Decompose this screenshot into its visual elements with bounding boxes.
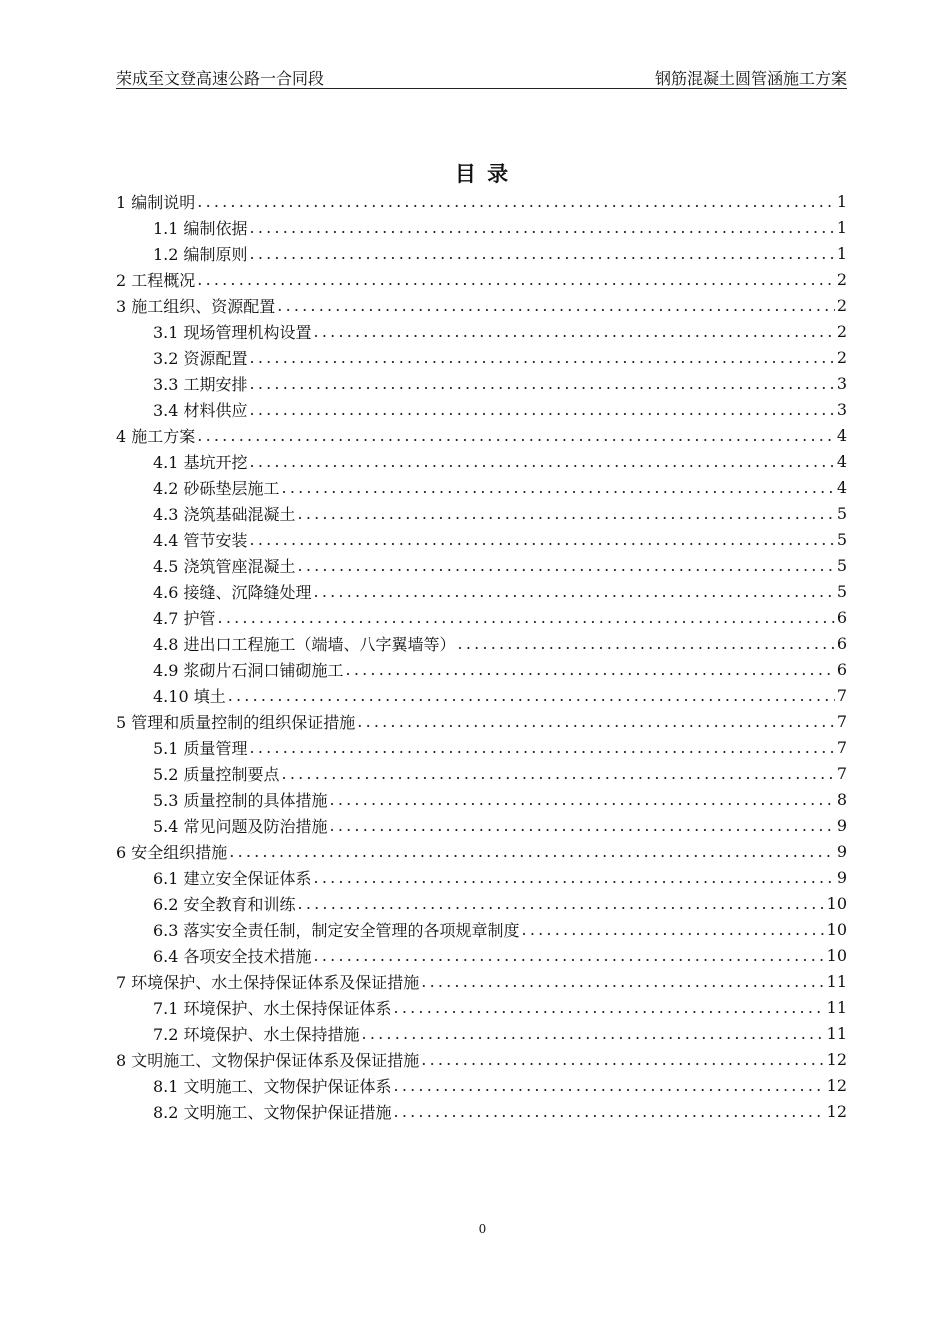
toc-dot-leader [394, 1102, 825, 1121]
toc-entry-page: 5 [836, 503, 847, 523]
toc-entry-label: 4.6 接缝、沉降缝处理 [153, 582, 312, 602]
toc-dot-leader [197, 426, 835, 445]
toc-entry[interactable] [116, 188, 847, 214]
toc-dot-leader [522, 920, 825, 939]
toc-entry-page: 5 [836, 555, 847, 575]
toc-entry[interactable] [116, 682, 847, 708]
toc-dot-leader [346, 660, 835, 679]
toc-entry[interactable] [116, 890, 847, 916]
toc-dot-leader [228, 686, 835, 705]
toc-dot-leader [250, 218, 835, 237]
toc-entry-label: 4.2 砂砾垫层施工 [153, 478, 280, 498]
toc-entry-label: 5.1 质量管理 [153, 738, 248, 758]
toc-entry-label: 6 安全组织措施 [116, 842, 228, 862]
toc-entry[interactable] [116, 1098, 847, 1124]
toc-dot-leader [330, 816, 835, 835]
toc-dot-leader [197, 270, 835, 289]
toc-entry[interactable] [116, 344, 847, 370]
toc-entry[interactable] [116, 916, 847, 942]
toc-entry-label: 6.1 建立安全保证体系 [153, 868, 312, 888]
toc-entry-page: 10 [826, 919, 847, 939]
page-header [116, 62, 847, 89]
toc-entry-page: 1 [836, 191, 847, 211]
toc-entry[interactable] [116, 266, 847, 292]
toc-entry-page: 1 [836, 217, 847, 237]
toc-entry-label: 6.4 各项安全技术措施 [153, 946, 312, 966]
toc-entry[interactable] [116, 552, 847, 578]
toc-entry-page: 6 [836, 659, 847, 679]
toc-dot-leader [250, 244, 835, 263]
toc-entry[interactable] [116, 786, 847, 812]
toc-entry[interactable] [116, 968, 847, 994]
toc-dot-leader [330, 790, 835, 809]
toc-entry-page: 7 [836, 685, 847, 705]
toc-entry-label: 7.1 环境保护、水土保持保证体系 [153, 998, 392, 1018]
toc-dot-leader [357, 712, 835, 731]
toc-entry-page: 6 [836, 607, 847, 627]
toc-entry-page: 3 [836, 373, 847, 393]
toc-entry[interactable] [116, 994, 847, 1020]
header-project-name: 荣成至文登高速公路一合同段 [116, 69, 325, 88]
toc-entry-page: 6 [836, 633, 847, 653]
toc-entry-label: 4 施工方案 [116, 426, 196, 446]
toc-entry[interactable] [116, 838, 847, 864]
toc-entry-label: 3.3 工期安排 [153, 374, 248, 394]
toc-dot-leader [250, 452, 835, 471]
table-of-contents [116, 188, 847, 1124]
toc-dot-leader [421, 1050, 824, 1069]
toc-entry[interactable] [116, 448, 847, 474]
toc-entry[interactable] [116, 292, 847, 318]
toc-entry-page: 9 [836, 815, 847, 835]
toc-dot-leader [229, 842, 835, 861]
toc-title: 目 录 [454, 161, 511, 186]
toc-entry-page: 4 [836, 477, 847, 497]
toc-entry-page: 12 [826, 1101, 847, 1121]
toc-dot-leader [277, 296, 835, 315]
toc-entry[interactable] [116, 422, 847, 448]
toc-entry-page: 8 [836, 789, 847, 809]
toc-entry-page: 12 [826, 1075, 847, 1095]
toc-entry[interactable] [116, 500, 847, 526]
toc-entry-label: 3.1 现场管理机构设置 [153, 322, 312, 342]
toc-entry-page: 2 [836, 321, 847, 341]
toc-dot-leader [298, 556, 835, 575]
toc-dot-leader [394, 998, 825, 1017]
toc-entry-page: 9 [836, 867, 847, 887]
toc-entry-page: 7 [836, 763, 847, 783]
toc-entry-page: 12 [826, 1049, 847, 1069]
toc-entry[interactable] [116, 604, 847, 630]
toc-entry-page: 5 [836, 581, 847, 601]
toc-entry-label: 1 编制说明 [116, 192, 196, 212]
toc-entry-label: 8 文明施工、文物保护保证体系及保证措施 [116, 1050, 420, 1070]
toc-entry-page: 4 [836, 451, 847, 471]
toc-entry[interactable] [116, 656, 847, 682]
toc-entry[interactable] [116, 864, 847, 890]
toc-entry-label: 1.2 编制原则 [153, 244, 248, 264]
toc-entry-label: 8.2 文明施工、文物保护保证措施 [153, 1102, 392, 1122]
toc-entry-label: 6.3 落实安全责任制，制定安全管理的各项规章制度 [153, 920, 520, 940]
toc-dot-leader [250, 738, 835, 757]
toc-entry[interactable] [116, 1020, 847, 1046]
toc-dot-leader [298, 504, 835, 523]
toc-dot-leader [282, 764, 835, 783]
toc-entry-page: 7 [836, 711, 847, 731]
toc-entry-label: 4.10 填土 [153, 686, 226, 706]
toc-dot-leader [314, 946, 825, 965]
toc-entry-label: 3.4 材料供应 [153, 400, 248, 420]
toc-dot-leader [421, 972, 824, 991]
toc-entry-label: 4.7 护管 [153, 608, 216, 628]
toc-dot-leader [282, 478, 835, 497]
toc-entry[interactable] [116, 240, 847, 266]
toc-entry-label: 8.1 文明施工、文物保护保证体系 [153, 1076, 392, 1096]
toc-entry-page: 9 [836, 841, 847, 861]
toc-entry-label: 5.4 常见问题及防治措施 [153, 816, 328, 836]
toc-entry-label: 3.2 资源配置 [153, 348, 248, 368]
toc-entry[interactable] [116, 396, 847, 422]
toc-dot-leader [250, 400, 835, 419]
page-number: 0 [478, 1222, 487, 1236]
toc-entry[interactable] [116, 734, 847, 760]
toc-entry[interactable] [116, 760, 847, 786]
toc-entry-label: 5.3 质量控制的具体措施 [153, 790, 328, 810]
toc-entry[interactable] [116, 370, 847, 396]
toc-entry-page: 4 [836, 425, 847, 445]
toc-entry-label: 4.1 基坑开挖 [153, 452, 248, 472]
toc-entry[interactable] [116, 708, 847, 734]
toc-entry[interactable] [116, 630, 847, 656]
toc-entry-page: 5 [836, 529, 847, 549]
toc-entry[interactable] [116, 812, 847, 838]
toc-entry-page: 3 [836, 399, 847, 419]
toc-entry-page: 1 [836, 243, 847, 263]
toc-entry-page: 7 [836, 737, 847, 757]
toc-entry[interactable] [116, 1046, 847, 1072]
toc-dot-leader [197, 192, 835, 211]
toc-entry[interactable] [116, 214, 847, 240]
toc-entry-label: 4.4 管节安装 [153, 530, 248, 550]
toc-entry-label: 7 环境保护、水土保持保证体系及保证措施 [116, 972, 420, 992]
toc-dot-leader [314, 322, 835, 341]
toc-dot-leader [250, 348, 835, 367]
toc-dot-leader [314, 868, 835, 887]
toc-entry[interactable] [116, 474, 847, 500]
toc-entry-label: 5.2 质量控制要点 [153, 764, 280, 784]
toc-entry-label: 2 工程概况 [116, 270, 196, 290]
toc-entry[interactable] [116, 318, 847, 344]
toc-entry-page: 2 [836, 347, 847, 367]
toc-entry-page: 10 [826, 945, 847, 965]
header-document-title: 钢筋混凝土圆管涵施工方案 [654, 69, 847, 88]
toc-entry-label: 1.1 编制依据 [153, 218, 248, 238]
toc-dot-leader [394, 1076, 825, 1095]
toc-entry-label: 4.9 浆砌片石洞口铺砌施工 [153, 660, 344, 680]
toc-entry-page: 11 [826, 1023, 847, 1043]
toc-entry-page: 10 [826, 893, 847, 913]
toc-entry[interactable] [116, 1072, 847, 1098]
toc-dot-leader [250, 530, 835, 549]
toc-entry-page: 2 [836, 269, 847, 289]
toc-entry[interactable] [116, 526, 847, 552]
toc-entry-page: 11 [826, 997, 847, 1017]
toc-entry[interactable] [116, 942, 847, 968]
toc-entry-label: 4.3 浇筑基础混凝土 [153, 504, 296, 524]
toc-dot-leader [218, 608, 835, 627]
toc-dot-leader [298, 894, 825, 913]
toc-dot-leader [458, 634, 835, 653]
toc-dot-leader [314, 582, 835, 601]
toc-entry-label: 3 施工组织、资源配置 [116, 296, 276, 316]
toc-entry-page: 2 [836, 295, 847, 315]
toc-dot-leader [250, 374, 835, 393]
toc-entry-label: 5 管理和质量控制的组织保证措施 [116, 712, 356, 732]
toc-entry-label: 4.8 进出口工程施工（端墙、八字翼墙等） [153, 634, 456, 654]
toc-entry-label: 6.2 安全教育和训练 [153, 894, 296, 914]
toc-entry-label: 4.5 浇筑管座混凝土 [153, 556, 296, 576]
toc-entry-label: 7.2 环境保护、水土保持措施 [153, 1024, 360, 1044]
toc-dot-leader [362, 1024, 825, 1043]
toc-entry-page: 11 [826, 971, 847, 991]
toc-entry[interactable] [116, 578, 847, 604]
